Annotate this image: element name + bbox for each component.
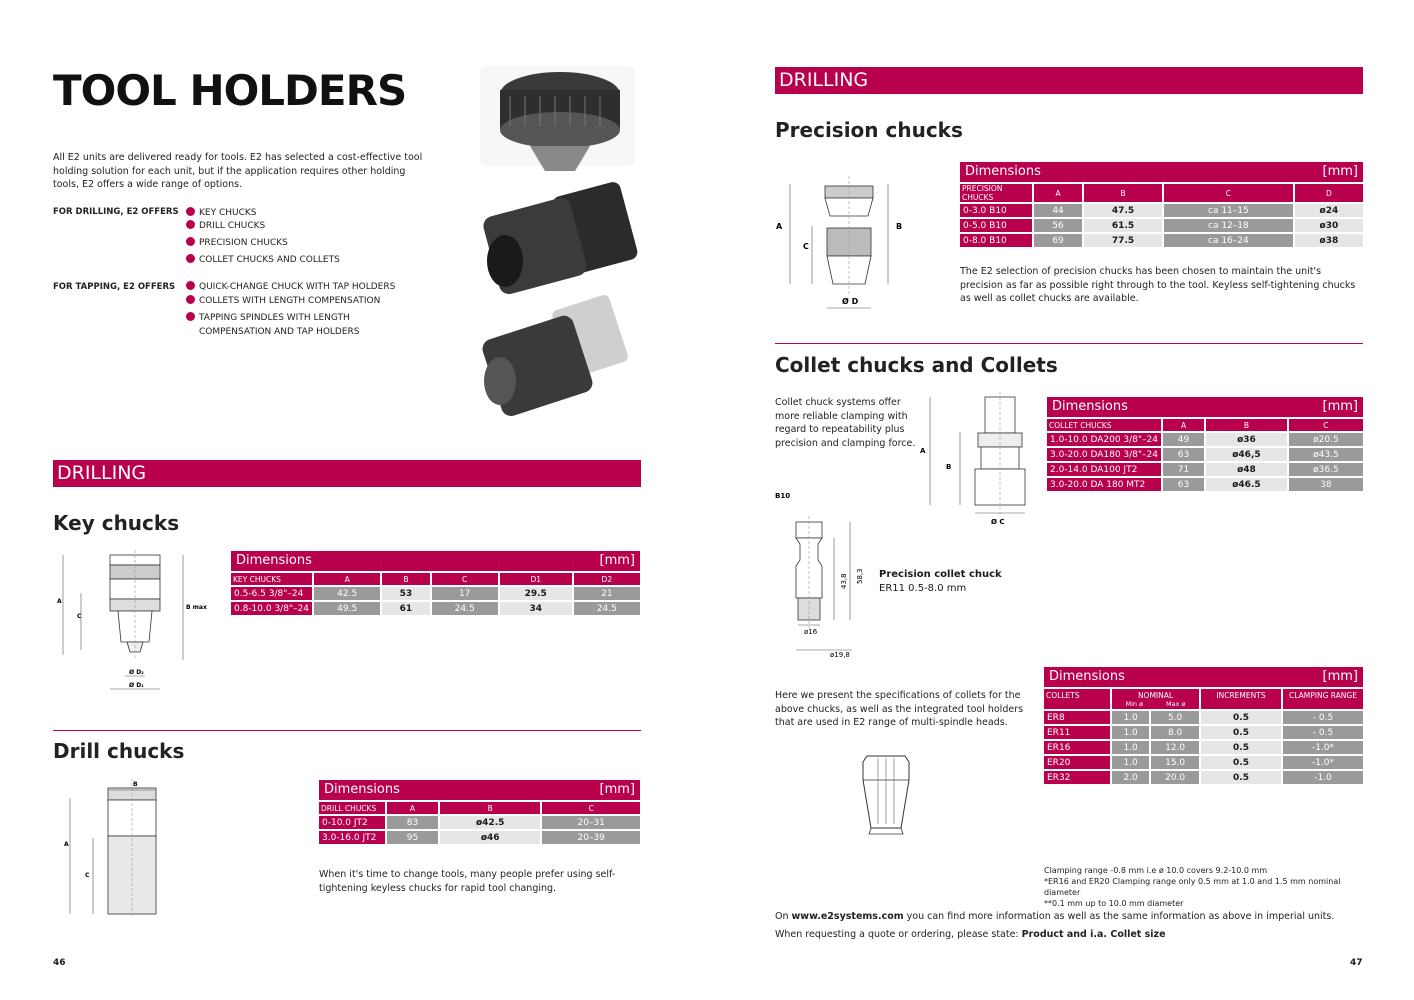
footer-order-line: When requesting a quote or ordering, please state: Product and i.a. Collet size — [775, 929, 1166, 940]
table-title: Dimensions — [324, 782, 400, 797]
table-title: Dimensions — [236, 553, 312, 568]
collet-notes — [1044, 865, 1374, 909]
tapping-offer-item: COMPENSATION AND TAP HOLDERS — [199, 327, 360, 337]
dim-label-a: A — [64, 841, 69, 848]
collets-text: Here we present the specifications of collets for the above chucks, as well as the integrated tool holders that are used in E2 range of multi-spindle heads. — [775, 690, 1024, 728]
collet-diagram — [857, 752, 917, 840]
dim-label-c: C — [85, 872, 90, 879]
table-row: 3.0-20.0 DA 180 MT2 63 ø46.5 38 — [1047, 478, 1363, 491]
dim-label-a: A — [776, 222, 783, 231]
note-line: Clamping range -0.8 mm i.e ø 10.0 covers 9.2-10.0 mm — [1044, 866, 1268, 875]
table-row: 0-3.0 B10 44 47.5 ca 11–15 ø24 — [960, 204, 1363, 217]
collets-table: Dimensions [mm] COLLETS NOMINAL Min ø Max ø INCREMENTS CLAMPING RANGE ER8 1.0 5.0 0.5 - 0.5 ER11 1.0 8.0 0.5 - 0.5 ER16 1.0 12.0 0.5 -1.0* ER20 1.0 15.0 0.5 -1.0* ER32 2.0 20.0 0.5 -1.0 — [1044, 667, 1363, 786]
note-line: **0.1 mm up to 10.0 mm diameter — [1044, 899, 1184, 908]
table-title: Dimensions — [965, 164, 1041, 179]
key-chucks-table: Dimensions [mm] KEY CHUCKS A B C D1 D2 0.5-6.5 3/8"–24 42.5 53 17 29.5 21 0.8-10.0 3/8"–24 49.5 61 24.5 34 24.5 — [231, 551, 640, 617]
dim-d19: ø19,8 — [830, 651, 850, 659]
drilling-section-bar-right: DRILLING — [775, 67, 1363, 94]
dim-label-b: B — [946, 463, 952, 471]
drill-chucks-table: Dimensions [mm] DRILL CHUCKS A B C 0-10.0 JT2 83 ø42.5 20–31 3.0-16.0 JT2 95 ø46 20–39 — [319, 780, 640, 846]
precision-chucks-table: Dimensions [mm] PRECISION CHUCKS A B C D 0-3.0 B10 44 47.5 ca 11–15 ø24 0-5.0 B10 56 61.5 ca 12–18 ø30 0-8.0 B10 69 77.5 ca 16–24 ø38 — [960, 162, 1363, 249]
dim-label-c: C — [803, 242, 809, 251]
dim-height-2: 58,3 — [856, 568, 864, 584]
drilling-offer-item: COLLET CHUCKS AND COLLETS — [186, 253, 340, 267]
dim-d16: ø16 — [804, 628, 818, 636]
tapping-offer-item: COLLETS WITH LENGTH COMPENSATION — [186, 294, 380, 308]
b10-label: B10 — [775, 492, 791, 500]
collet-intro-text: Collet chuck systems offer more reliable clamping with regard to repeatability plus precision and clamping force. — [775, 397, 916, 449]
table-row: ER11 1.0 8.0 0.5 - 0.5 — [1044, 726, 1363, 739]
dim-label-b: B — [133, 781, 138, 788]
table-unit: [mm] — [1322, 669, 1358, 684]
tool-photos — [470, 66, 640, 426]
drilling-section-bar-left: DRILLING — [53, 460, 641, 487]
collet-chucks-table: Dimensions [mm] COLLET CHUCKS A B C 1.0-10.0 DA200 3/8"–24 49 ø36 ø20.5 3.0-20.0 DA180 3/8"–24 63 ø46,5 ø43.5 2.0-14.0 DA100 JT2 71 ø48 ø36.5 3.0-20.0 DA 180 MT2 63 ø46.5 38 — [1047, 397, 1363, 493]
precision-chuck-diagram — [772, 176, 912, 312]
dim-label-d1: Ø D₁ — [129, 682, 144, 689]
intro-text: All E2 units are delivered ready for tools. E2 has selected a cost-effective tool holding solution for each unit, but if the application requires other holding tools, E2 offers a wide range of options. — [53, 152, 423, 190]
dim-height-1: 43,8 — [840, 573, 848, 589]
table-row: 2.0-14.0 DA100 JT2 71 ø48 ø36.5 — [1047, 463, 1363, 476]
table-title: Dimensions — [1052, 399, 1128, 414]
table-row: 0-10.0 JT2 83 ø42.5 20–31 — [319, 816, 640, 829]
table-row: ER20 1.0 15.0 0.5 -1.0* — [1044, 756, 1363, 769]
table-unit: [mm] — [599, 553, 635, 568]
divider — [53, 730, 641, 731]
drill-chucks-heading: Drill chucks — [53, 739, 185, 763]
page-number-right: 47 — [1350, 958, 1363, 968]
dim-label-b: B — [896, 222, 903, 231]
table-row: 3.0-16.0 JT2 95 ø46 20–39 — [319, 831, 640, 844]
table-row: 0-8.0 B10 69 77.5 ca 16–24 ø38 — [960, 234, 1363, 247]
dim-label-c: Ø C — [991, 518, 1005, 526]
table-row: 3.0-20.0 DA180 3/8"–24 63 ø46,5 ø43.5 — [1047, 448, 1363, 461]
table-row: 1.0-10.0 DA200 3/8"–24 49 ø36 ø20.5 — [1047, 433, 1363, 446]
table-row: ER16 1.0 12.0 0.5 -1.0* — [1044, 741, 1363, 754]
dim-label-a: A — [920, 447, 926, 455]
page-number-left: 46 — [53, 958, 66, 968]
table-row: 0-5.0 B10 56 61.5 ca 12–18 ø30 — [960, 219, 1363, 232]
precision-chucks-heading: Precision chucks — [775, 118, 963, 142]
dim-label-bmax: B max — [186, 604, 207, 611]
collet-chuck-photo — [481, 180, 639, 296]
key-chuck-photo — [480, 66, 635, 171]
dim-label-c: C — [77, 613, 82, 620]
note-line: *ER16 and ER20 Clamping range only 0.5 mm at 1.0 and 1.5 mm nominal diameter — [1044, 877, 1341, 897]
tapping-offer-item: TAPPING SPINDLES WITH LENGTH — [186, 311, 350, 325]
drilling-offer-item: DRILL CHUCKS — [186, 219, 265, 233]
precision-text: The E2 selection of precision chucks has been chosen to maintain the unit's precision as far as possible right through to the tool. Keyless self-tightening chucks as well as collet chucks are available. — [960, 266, 1356, 304]
table-unit: [mm] — [599, 782, 635, 797]
dim-label-a: A — [57, 598, 62, 605]
key-chucks-heading: Key chucks — [53, 511, 180, 535]
table-unit: [mm] — [1322, 164, 1358, 179]
drilling-offers-label: FOR DRILLING, E2 OFFERS — [53, 207, 179, 217]
footer-website-line: On www.e2systems.com you can find more information as well as the same information as above in imperial units. — [775, 911, 1335, 922]
collet-chucks-heading: Collet chucks and Collets — [775, 353, 1058, 377]
collet-chuck-diagram — [915, 392, 1035, 530]
table-row: 0.8-10.0 3/8"–24 49.5 61 24.5 34 24.5 — [231, 602, 640, 615]
er11-subtitle: ER11 0.5-8.0 mm — [879, 583, 967, 594]
er11-collet-chuck-diagram — [772, 488, 882, 663]
tapping-offers-label: FOR TAPPING, E2 OFFERS — [53, 282, 176, 292]
table-row: ER32 2.0 20.0 0.5 -1.0 — [1044, 771, 1363, 784]
table-row: 0.5-6.5 3/8"–24 42.5 53 17 29.5 21 — [231, 587, 640, 600]
dim-label-d: Ø D — [842, 297, 859, 306]
drilling-offer-item: PRECISION CHUCKS — [186, 236, 288, 250]
drilling-offer-item: KEY CHUCKS — [186, 206, 257, 220]
table-unit: [mm] — [1322, 399, 1358, 414]
er11-title: Precision collet chuck — [879, 569, 1002, 580]
page-title: TOOL HOLDERS — [53, 66, 407, 115]
drill-chuck-diagram — [60, 778, 170, 918]
drill-chucks-text: When it's time to change tools, many people prefer using self-tightening keyless chucks for rapid tool changing. — [319, 869, 616, 894]
key-chuck-diagram — [53, 550, 213, 695]
table-row: ER8 1.0 5.0 0.5 - 0.5 — [1044, 711, 1363, 724]
divider — [775, 343, 1363, 344]
tapping-offer-item: QUICK-CHANGE CHUCK WITH TAP HOLDERS — [186, 280, 395, 294]
dim-label-d2: Ø D₂ — [129, 669, 144, 676]
website-link[interactable]: www.e2systems.com — [791, 911, 904, 922]
tapping-chuck-photo — [480, 293, 629, 418]
table-title: Dimensions — [1049, 669, 1125, 684]
